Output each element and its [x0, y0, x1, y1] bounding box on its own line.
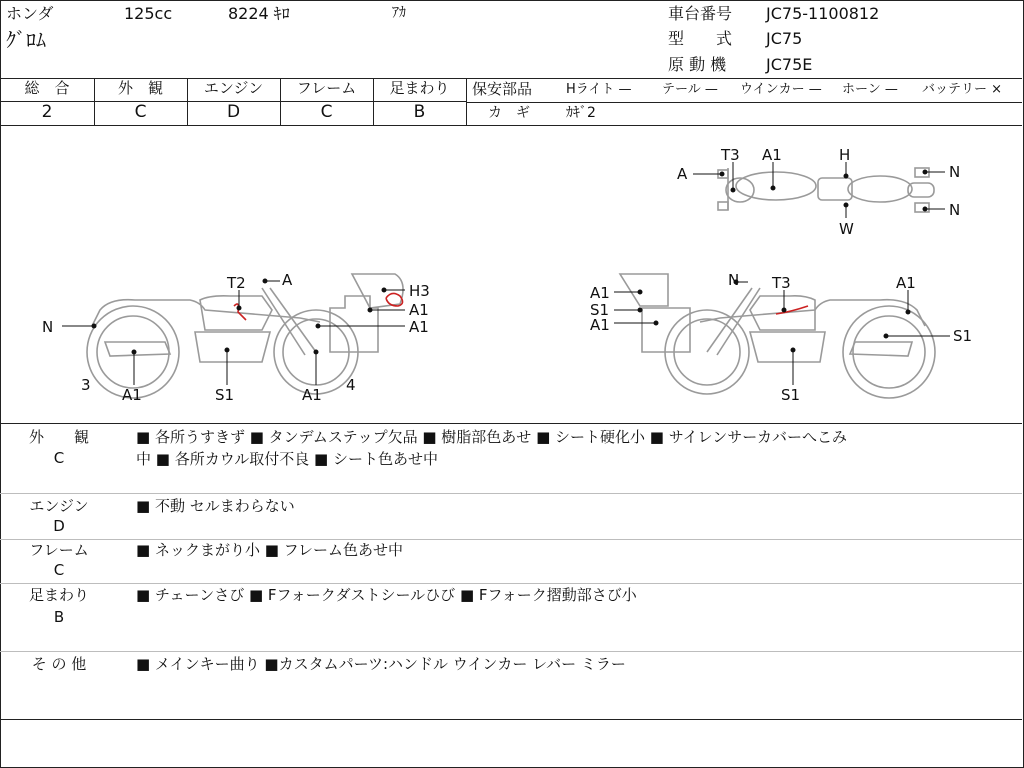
label-left-t2: T2 — [227, 274, 246, 292]
grade-exterior-value: C — [134, 102, 147, 122]
divider — [0, 651, 1022, 652]
remark-engine-grade: D — [53, 517, 65, 535]
grade-engine-value: D — [226, 102, 241, 122]
grade-exterior-label: 外 観 — [117, 79, 163, 97]
remark-other-label: そ の 他 — [31, 655, 87, 673]
damage-marks — [234, 293, 808, 320]
label-left-3: 3 — [81, 376, 91, 394]
label-left-a: A — [282, 271, 293, 289]
type: JC75 — [766, 29, 803, 48]
label-top-n1: N — [949, 163, 961, 181]
grade-total-value: 2 — [41, 102, 53, 122]
remark-frame-line1: ■ ネックまがり小 ■ フレーム色あせ中 — [136, 541, 404, 559]
mileage: 8224 ｷﾛ — [228, 4, 290, 23]
remark-engine-line1: ■ 不動 セルまわらない — [136, 497, 295, 515]
label-left-s1: S1 — [215, 386, 235, 404]
key-label: カ ギ — [488, 105, 530, 121]
color: ｱｶ — [392, 5, 406, 21]
label-left-a1-3: A1 — [122, 386, 142, 404]
remark-suspension-line1: ■ チェーンさび ■ Fフォークダストシールひび ■ Fフォーク摺動部さび小 — [136, 586, 637, 604]
grade-suspension-label: 足まわり — [389, 79, 450, 97]
remark-frame-grade: C — [53, 561, 65, 579]
label-right-a1-1: A1 — [590, 284, 610, 302]
remark-suspension-label: 足まわり — [28, 586, 89, 604]
label-right-a1-2: A1 — [590, 316, 610, 334]
remark-exterior-line2: 中 ■ 各所カウル取付不良 ■ シート色あせ中 — [136, 450, 438, 468]
displacement: 125cc — [124, 4, 173, 23]
grade-frame-label: フレーム — [296, 79, 357, 97]
label-top-a1: A1 — [762, 146, 782, 164]
divider — [0, 719, 1022, 720]
divider — [0, 423, 1022, 424]
label-top-a: A — [677, 165, 688, 183]
safety-battery: バッテリー × — [922, 82, 1003, 97]
maker: ホンダ — [6, 4, 54, 23]
label-left-h3: H3 — [409, 282, 430, 300]
label-left-4: 4 — [346, 376, 356, 394]
label-top-h: H — [839, 146, 851, 164]
grade-engine-label: エンジン — [203, 79, 264, 97]
label-right-s1-2: S1 — [953, 327, 973, 345]
label-right-t3: T3 — [772, 274, 791, 292]
divider — [0, 493, 1022, 494]
label-left-a1-1: A1 — [409, 301, 429, 319]
remark-exterior-grade: C — [53, 449, 65, 467]
safety-label: 保安部品 — [472, 80, 533, 98]
diagram-labels — [42, 146, 972, 404]
remark-engine-label: エンジン — [29, 497, 89, 515]
engine-label: 原 動 機 — [668, 55, 727, 74]
divider — [0, 583, 1022, 584]
label-top-w: W — [839, 220, 854, 238]
label-top-n2: N — [949, 201, 961, 219]
safety-winker: ウインカー — — [740, 82, 822, 97]
frame-no: JC75-1100812 — [766, 4, 880, 23]
safety-horn: ホーン — — [842, 82, 898, 97]
remark-exterior-label: 外 観 — [28, 428, 89, 446]
key-value: ｶｷﾞ2 — [566, 105, 596, 121]
engine: JC75E — [766, 55, 813, 74]
label-right-s1-3: S1 — [781, 386, 801, 404]
model-name: ｸﾞﾛﾑ — [6, 28, 46, 52]
grade-total-label: 総 合 — [24, 79, 70, 97]
label-left-a1-4: A1 — [302, 386, 322, 404]
type-label: 型 式 — [668, 29, 733, 48]
remark-other-line1: ■ メインキー曲り ■カスタムパーツ:ハンドル ウインカー レバー ミラー — [136, 655, 626, 673]
top-view-bike — [718, 168, 934, 212]
label-right-a1-3: A1 — [896, 274, 916, 292]
label-right-s1-1: S1 — [590, 301, 610, 319]
leader-lines — [62, 162, 950, 385]
safety-tail: テール — — [662, 82, 718, 97]
grade-suspension-value: B — [413, 102, 426, 122]
label-left-a1-2: A1 — [409, 318, 429, 336]
label-top-t3: T3 — [721, 146, 740, 164]
frame-no-label: 車台番号 — [668, 4, 733, 23]
remark-suspension-grade: B — [53, 608, 65, 626]
remark-frame-label: フレーム — [29, 541, 89, 559]
grade-frame-value: C — [320, 102, 333, 122]
safety-headlight: Hライト — — [566, 82, 632, 97]
label-right-n: N — [728, 271, 740, 289]
remark-exterior-line1: ■ 各所うすきず ■ タンデムステップ欠品 ■ 樹脂部色あせ ■ シート硬化小 ■ サイレンサーカバーへこみ — [136, 428, 848, 446]
divider — [0, 539, 1022, 540]
label-left-n: N — [42, 318, 54, 336]
